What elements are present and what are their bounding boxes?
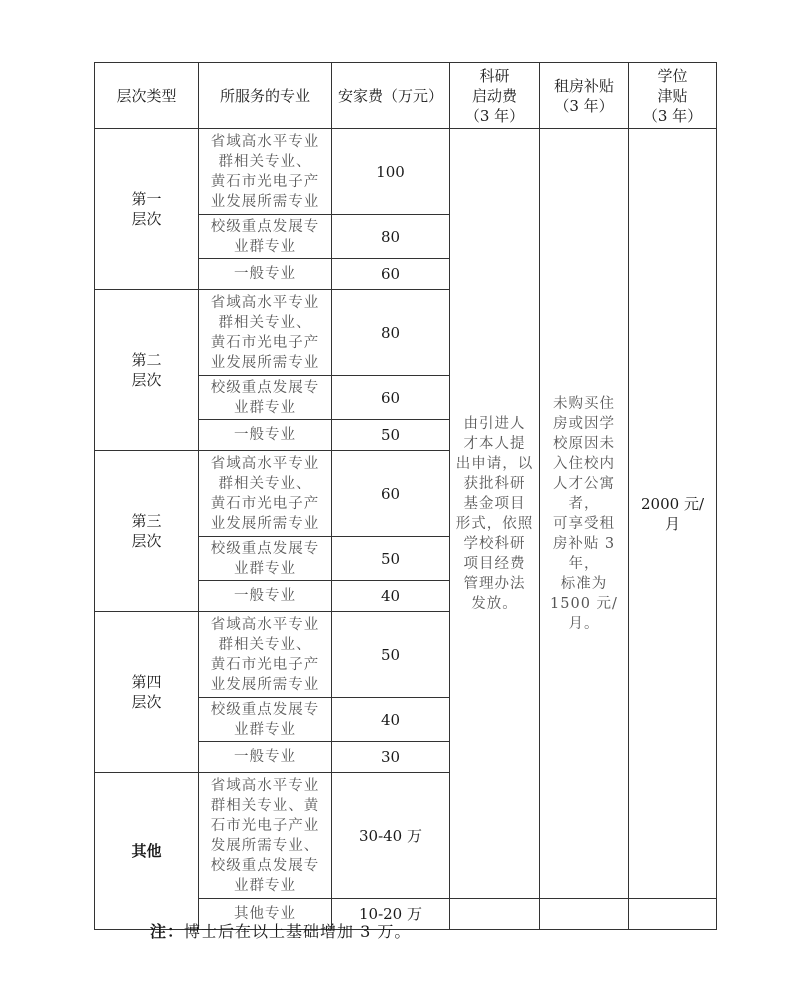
text-line: 业群专业 <box>234 560 296 577</box>
text-line: 校级重点发展专 <box>210 857 320 874</box>
text-line: 省域高水平专业 <box>210 294 320 311</box>
major-cell <box>199 215 332 259</box>
text-line: 房或因学 <box>553 415 615 432</box>
major-cell <box>199 742 332 773</box>
text-line: 学校科研 <box>463 535 526 552</box>
text-line: 其他专业 <box>234 906 296 922</box>
text-line: 2000 元/ <box>641 494 704 513</box>
text-line: 管理办法 <box>463 575 526 592</box>
settlement-fee-cell: 50 <box>332 537 450 581</box>
text-line: 黄石市光电子产 <box>210 495 320 512</box>
text-line: 层次 <box>131 693 162 711</box>
research-fund-cell <box>450 129 540 899</box>
text-line: 省域高水平专业 <box>210 777 320 794</box>
text-line: 业群专业 <box>234 721 296 738</box>
text-line: 业群专业 <box>234 238 296 255</box>
header-level-type: 层次类型 <box>95 63 199 129</box>
text-line: 业发展所需专业 <box>210 193 320 210</box>
text-line: 业发展所需专业 <box>210 354 320 371</box>
settlement-fee-cell: 40 <box>332 581 450 612</box>
text-line: 校原因未 <box>553 435 615 452</box>
text-line: 校级重点发展专 <box>210 218 320 235</box>
text-line: 业群专业 <box>234 399 296 416</box>
level-cell <box>95 290 199 451</box>
text-line: 人才公寓 <box>553 475 615 492</box>
settlement-fee-cell: 60 <box>332 259 450 290</box>
text-line: 第二 <box>131 351 162 369</box>
text-line: 年， <box>568 555 600 572</box>
settlement-fee-cell: 80 <box>332 215 450 259</box>
text-line: 校级重点发展专 <box>210 379 320 396</box>
header-degree-allowance: 学位 津贴 （3 年） <box>629 63 717 129</box>
research-fund-cell-empty <box>450 899 540 930</box>
level-cell <box>95 451 199 612</box>
text-line: 一般专业 <box>234 588 296 604</box>
text-line: 未购买住 <box>553 395 615 412</box>
text-line: 获批科研 <box>463 475 526 492</box>
major-cell <box>199 581 332 612</box>
text-line: 第一 <box>131 190 162 208</box>
text-line: 形式，依照 <box>455 515 534 532</box>
settlement-fee-cell: 100 <box>332 129 450 215</box>
header-settlement-fee: 安家费（万元） <box>332 63 450 129</box>
footnote-text: 博士后在以上基础增加 3 万。 <box>184 922 412 941</box>
footnote <box>150 919 411 942</box>
text-line: 省域高水平专业 <box>210 455 320 472</box>
text-line: 黄石市光电子产 <box>210 656 320 673</box>
text-line: 一般专业 <box>234 427 296 443</box>
degree-allowance-cell <box>629 129 717 899</box>
text-line: 层次 <box>131 210 162 228</box>
text-line: 业群专业 <box>234 877 296 894</box>
text-line: 石市光电子产业 <box>210 817 320 834</box>
major-cell <box>199 773 332 899</box>
talent-benefits-table <box>94 62 717 930</box>
footnote-label: 注： <box>150 922 185 941</box>
major-cell <box>199 537 332 581</box>
text-line: 群相关专业、 <box>218 314 312 331</box>
text-line: 月。 <box>568 615 600 632</box>
major-cell <box>199 259 332 290</box>
settlement-fee-cell: 60 <box>332 376 450 420</box>
settlement-fee-cell: 40 <box>332 698 450 742</box>
header-research-fund: 科研 启动费 （3 年） <box>450 63 540 129</box>
text-line: 基金项目 <box>463 495 526 512</box>
level-cell <box>95 129 199 290</box>
major-cell <box>199 129 332 215</box>
text-line: 层次 <box>131 371 162 389</box>
major-cell <box>199 698 332 742</box>
text-line: 省域高水平专业 <box>210 133 320 150</box>
text-line: 入住校内 <box>553 455 615 472</box>
text-line: 群相关专业、 <box>218 475 312 492</box>
major-cell <box>199 612 332 698</box>
text-line: 可享受租 <box>553 515 615 532</box>
level-cell-other: 其他 <box>95 773 199 930</box>
text-line: 群相关专业、黄 <box>210 797 320 814</box>
text-line: 出申请，以 <box>455 455 534 472</box>
settlement-fee-cell: 50 <box>332 612 450 698</box>
header-major: 所服务的专业 <box>199 63 332 129</box>
text-line: 第四 <box>131 673 162 691</box>
level-cell <box>95 612 199 773</box>
table-row <box>95 129 717 215</box>
text-line: 一般专业 <box>234 266 296 282</box>
text-line: 业发展所需专业 <box>210 676 320 693</box>
text-line: 黄石市光电子产 <box>210 334 320 351</box>
settlement-fee-cell: 80 <box>332 290 450 376</box>
settlement-fee-cell: 50 <box>332 420 450 451</box>
text-line: 者， <box>568 495 600 512</box>
major-cell <box>199 420 332 451</box>
text-line: 群相关专业、 <box>218 636 312 653</box>
major-cell <box>199 451 332 537</box>
text-line: 标准为 <box>560 575 608 592</box>
text-line: 黄石市光电子产 <box>210 173 320 190</box>
settlement-fee-cell: 60 <box>332 451 450 537</box>
rent-subsidy-cell-empty <box>540 899 629 930</box>
text-line: 才本人提 <box>463 435 526 452</box>
text-line: 校级重点发展专 <box>210 540 320 557</box>
text-line: 1500 元/ <box>550 595 618 612</box>
text-line: 月 <box>664 514 680 533</box>
text-line: 发放。 <box>471 595 518 612</box>
settlement-fee-cell: 30 <box>332 742 450 773</box>
rent-subsidy-cell <box>540 129 629 899</box>
major-cell <box>199 376 332 420</box>
text-line: 省域高水平专业 <box>210 616 320 633</box>
text-line: 项目经费 <box>463 555 526 572</box>
major-cell <box>199 290 332 376</box>
text-line: 房补贴 3 <box>552 535 616 552</box>
text-line: 业发展所需专业 <box>210 515 320 532</box>
header-row <box>95 63 717 129</box>
header-rent-subsidy: 租房补贴 （3 年） <box>540 63 629 129</box>
text-line: 第三 <box>131 512 162 530</box>
text-line: 由引进人 <box>463 415 526 432</box>
text-line: 发展所需专业、 <box>210 837 320 854</box>
settlement-fee-cell: 10-20 万 <box>332 899 450 930</box>
text-line: 一般专业 <box>234 749 296 765</box>
settlement-fee-cell: 30-40 万 <box>332 773 450 899</box>
text-line: 层次 <box>131 532 162 550</box>
text-line: 校级重点发展专 <box>210 701 320 718</box>
degree-allowance-cell-empty <box>629 899 717 930</box>
text-line: 群相关专业、 <box>218 153 312 170</box>
